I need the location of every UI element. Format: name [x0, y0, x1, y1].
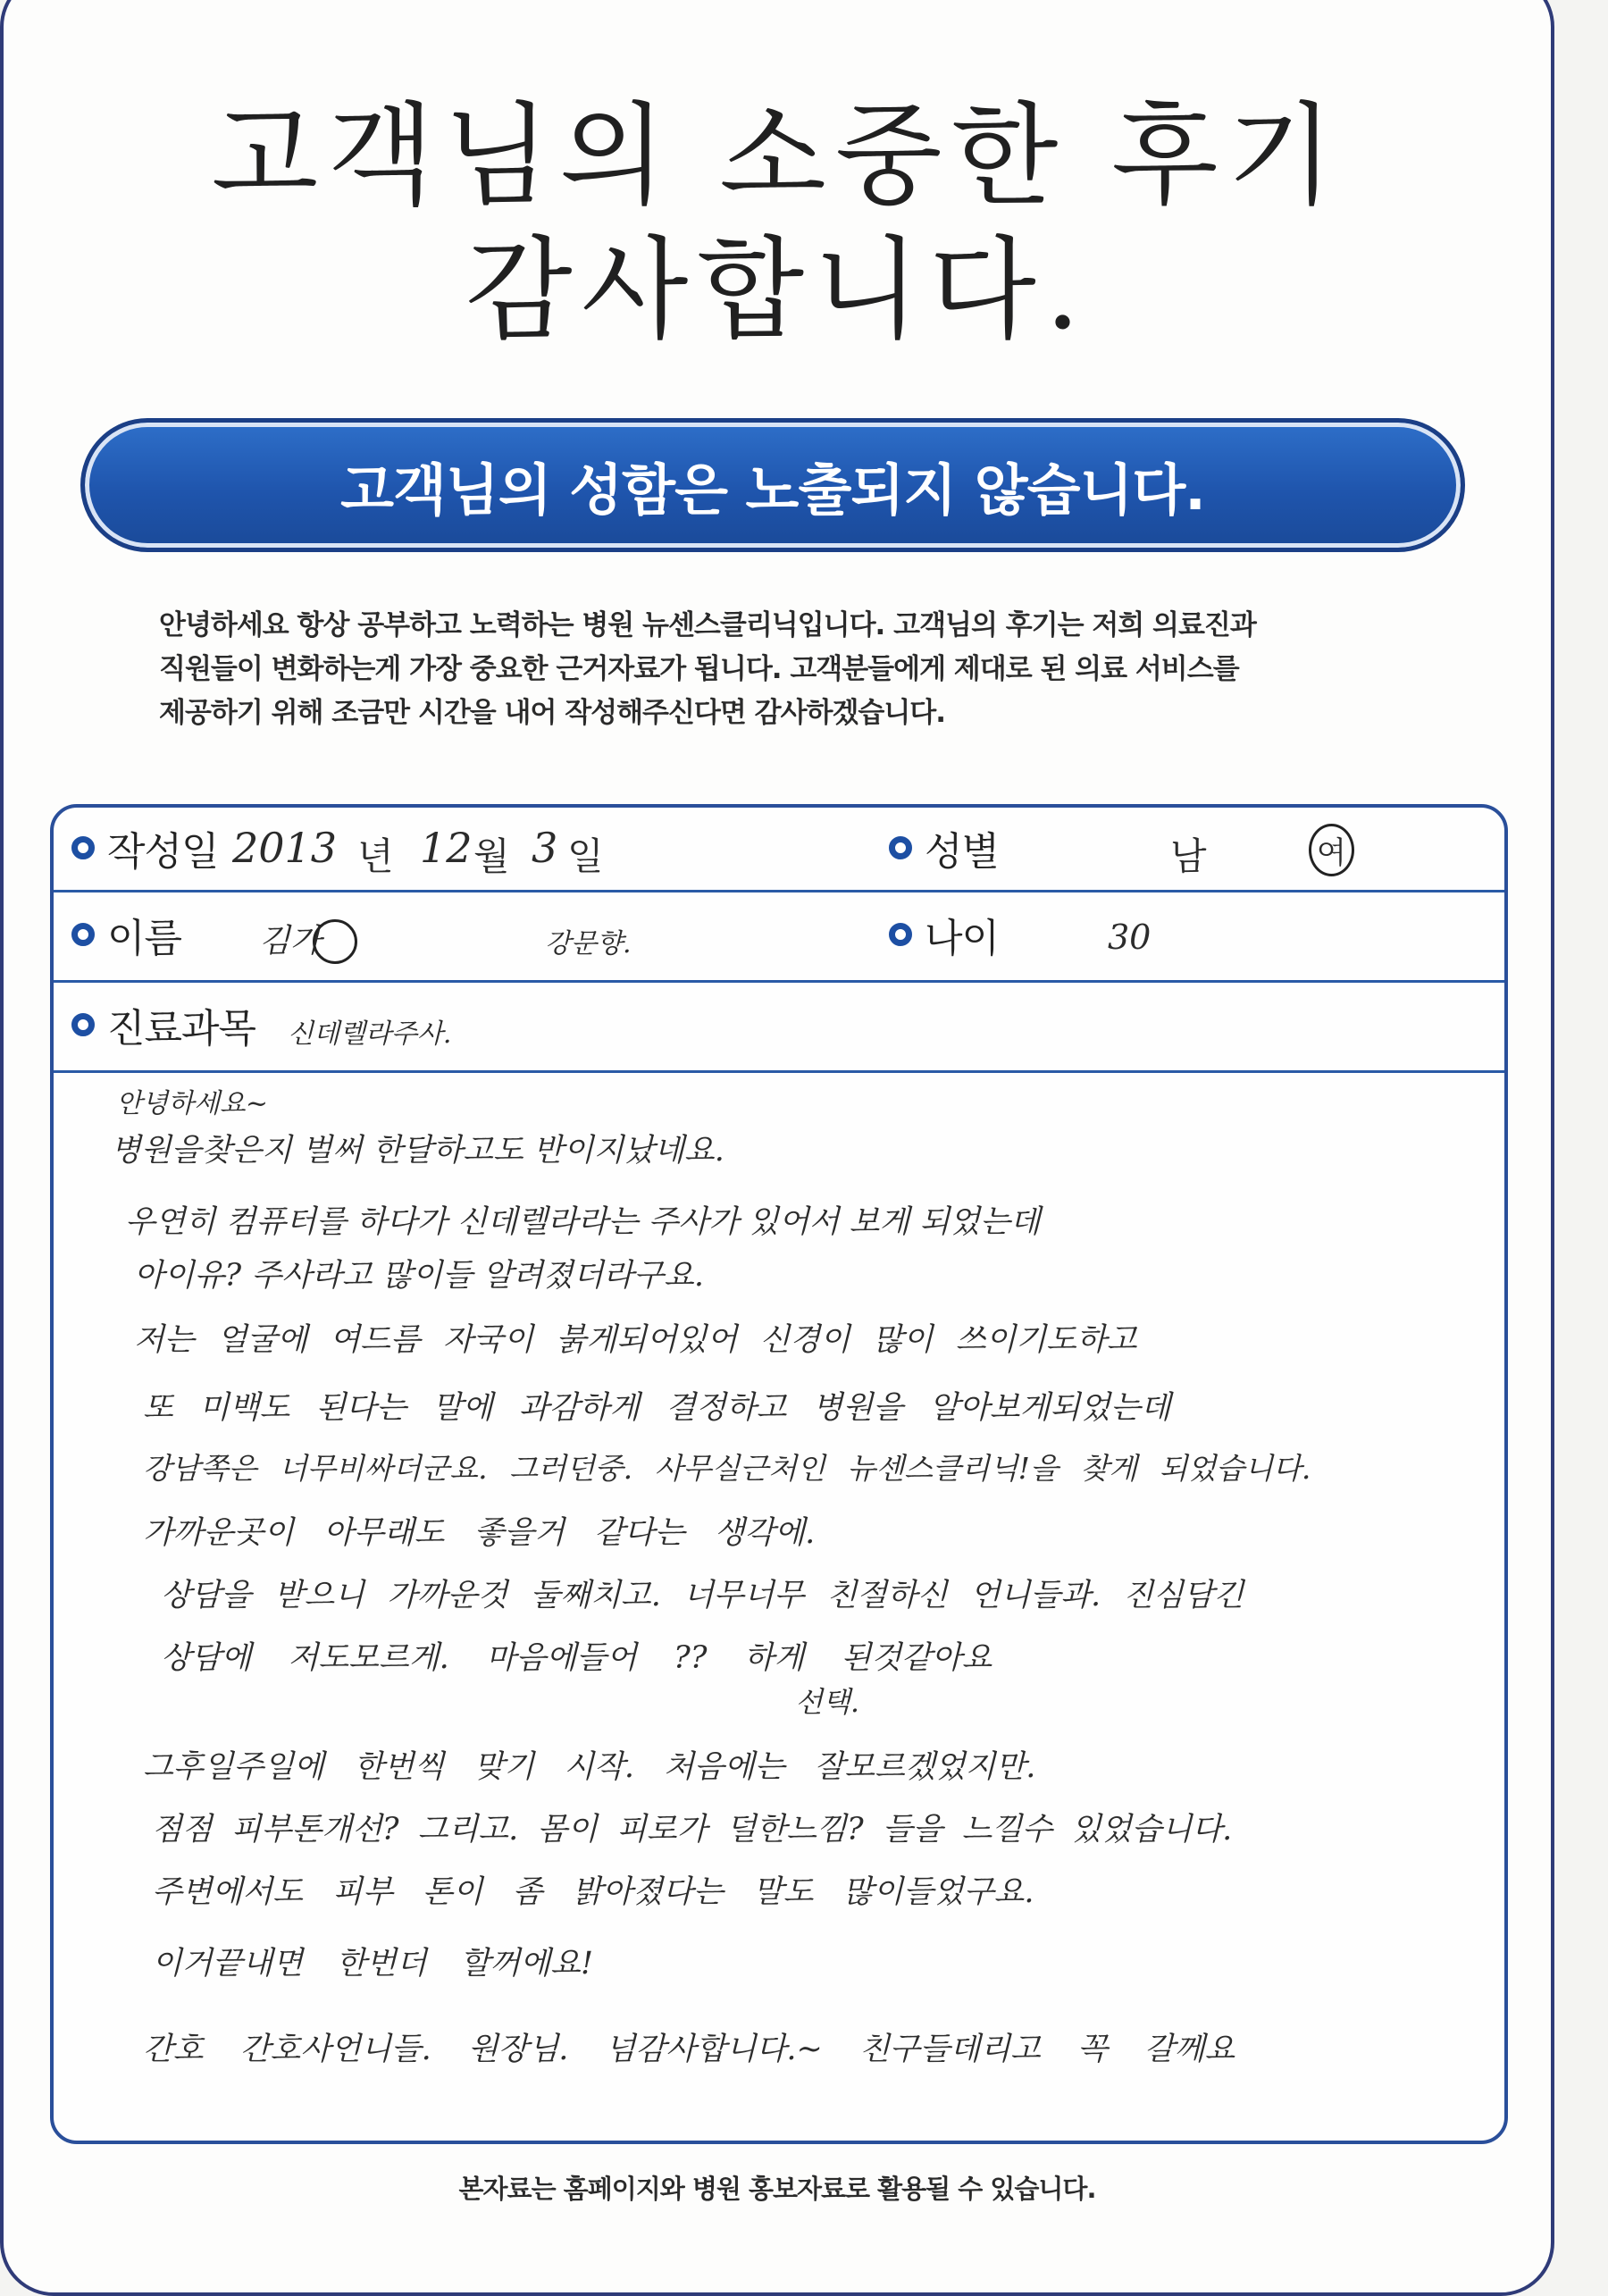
review-line: 선택.	[795, 1685, 859, 1719]
page-title: 고객님의 소중한 후기	[211, 92, 1344, 221]
bullet-icon	[71, 923, 95, 946]
review-line: 간호 간호사언니들. 원장님. 넘감사합니다.~ 친구들데리고 꼭 갈께요	[143, 2032, 1235, 2067]
name-mask-circle	[313, 919, 357, 964]
age-value[interactable]: 30	[1108, 918, 1152, 957]
name-label: 이름	[107, 916, 182, 961]
gender-field	[889, 808, 999, 888]
date-day-unit: 일	[567, 834, 604, 878]
name-field	[71, 894, 181, 975]
privacy-banner	[80, 418, 1465, 552]
intro-paragraph	[159, 604, 1410, 735]
review-line: 상담을 받으니 가까운것 둘째치고. 너무너무 친절하신 언니들과. 진심담긴	[161, 1578, 1244, 1613]
review-line: 상담에 저도모르게. 마음에들어 ?? 하게 된것같아요	[161, 1640, 992, 1676]
age-field	[889, 894, 999, 975]
bullet-icon	[71, 836, 95, 859]
footer-note: 본자료는 홈페이지와 병원 홍보자료로 활용될 수 있습니다.	[458, 2174, 1096, 2204]
date-month[interactable]: 12	[420, 824, 473, 872]
intro-line: 직원들이 변화하는게 가장 중요한 근거자료가 됩니다. 고객분들에게 제대로 된 의료 서비스를	[159, 653, 1239, 685]
gender-label: 성별	[925, 829, 1000, 875]
bullet-icon	[889, 836, 912, 859]
form-row-date-gender	[54, 808, 1504, 892]
page-subtitle: 감사합니다.	[465, 226, 1090, 355]
gender-male-option[interactable]: 남	[1170, 834, 1207, 878]
form-row-department	[54, 983, 1504, 1073]
privacy-banner-text: 고객님의 성함은 노출되지 않습니다.	[340, 457, 1205, 523]
bullet-icon	[71, 1013, 95, 1036]
date-month-unit: 월	[473, 834, 510, 878]
date-label: 작성일	[107, 829, 219, 875]
review-line: 또 미백도 된다는 말에 과감하게 결정하고 병원을 알아보게되었는데	[143, 1390, 1171, 1426]
department-field	[71, 985, 255, 1065]
department-label: 진료과목	[107, 1006, 256, 1052]
review-line: 점점 피부톤개선? 그리고. 몸이 피로가 덜한느낌? 들을 느낄수 있었습니다.	[152, 1812, 1233, 1848]
review-line: 저는 얼굴에 여드름 자국이 붉게되어있어 신경이 많이 쓰이기도하고	[134, 1322, 1137, 1358]
review-body	[111, 1081, 1483, 2117]
date-year[interactable]: 2013	[232, 824, 338, 872]
review-line: 우연히 컴퓨터를 하다가 신데렐라라는 주사가 있어서 보게 되었는데	[125, 1204, 1041, 1240]
intro-line: 제공하기 위해 조금만 시간을 내어 작성해주신다면 감사하겠습니다.	[159, 697, 946, 729]
date-year-unit: 년	[357, 834, 394, 878]
review-line: 안녕하세요~	[116, 1088, 269, 1119]
review-line: 이거끝내면 한번더 할꺼에요!	[152, 1946, 594, 1982]
department-value[interactable]: 신데렐라주사.	[288, 1018, 452, 1050]
review-line: 그후일주일에 한번씩 맞기 시작. 처음에는 잘모르겠었지만.	[143, 1749, 1036, 1785]
review-line: 강남쪽은 너무비싸더군요. 그러던중. 사무실근처인 뉴센스클리닉!을 찾게 되었습니다.	[143, 1451, 1311, 1486]
date-field	[71, 808, 219, 888]
review-line: 아이유? 주사라고 많이들 알려졌더라구요.	[134, 1258, 705, 1294]
bullet-icon	[889, 923, 912, 946]
review-line: 주변에서도 피부 톤이 좀 밝아졌다는 말도 많이들었구요.	[152, 1874, 1034, 1910]
doctor-name: 강문향.	[545, 928, 632, 959]
date-day[interactable]: 3	[532, 824, 558, 872]
form-row-name-age	[54, 892, 1504, 983]
intro-line: 안녕하세요 항상 공부하고 노력하는 병원 뉴센스클리닉입니다. 고객님의 후기는 저희 의료진과	[159, 609, 1256, 641]
review-line: 병원을찾은지 벌써 한달하고도 반이지났네요.	[111, 1133, 724, 1169]
review-line: 가까운곳이 아무래도 좋을거 같다는 생각에.	[143, 1515, 816, 1551]
name-value[interactable]: 김가	[259, 923, 322, 959]
gender-female-option[interactable]: 여	[1309, 824, 1354, 876]
age-label: 나이	[925, 916, 1000, 961]
